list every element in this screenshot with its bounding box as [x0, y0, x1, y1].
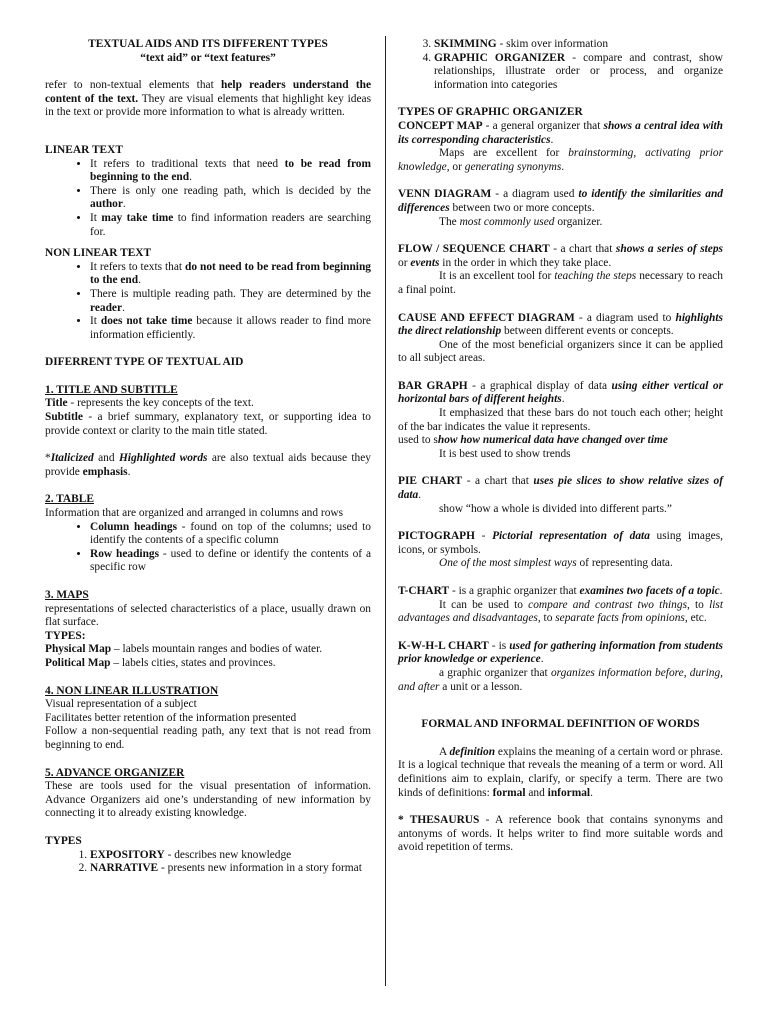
- advance-organizer-definition: These are tools used for the visual presentation of information. Advance Organizers aid one’s understanding of new information by connecting it to already existing knowledge.: [45, 780, 371, 820]
- table-definition: Information that are organized and arranged in columns and rows: [45, 507, 344, 520]
- kwhl-chart-note: a graphic organizer that organizes information before, during, and after a unit or a lesson.: [398, 666, 723, 693]
- different-types-heading: DIFERRENT TYPE OF TEXTUAL AID: [45, 356, 244, 369]
- bar-graph-note: It emphasized that these bars do not touch each other; height of the bar indicates the value it represents.: [398, 407, 723, 433]
- title-definition: Title - represents the key concepts of the text.: [45, 397, 254, 410]
- section-table-heading: 2. TABLE: [45, 493, 94, 506]
- list-item: 1. EXPOSITORY - describes new knowledge: [90, 849, 371, 863]
- list-item: • It refers to traditional texts that need to be read from beginning to the end.: [90, 158, 371, 185]
- venn-diagram-definition: VENN DIAGRAM - a diagram used to identify the similarities and differences between two or more concepts.: [398, 188, 723, 214]
- linear-text-list: [45, 158, 371, 240]
- pie-chart-definition: PIE CHART - a chart that uses pie slices to show relative sizes of data.: [398, 475, 723, 502]
- kwhl-chart-definition: K-W-H-L CHART - is used for gathering information from students prior knowledge or experience.: [398, 639, 723, 666]
- bar-graph-usage: used to show how numerical data have changed over time: [398, 434, 668, 447]
- thesaurus-paragraph: * THESAURUS - A reference book that contains synonyms and antonyms of words. It helps writer to find more suitable words and avoid repetition of terms.: [398, 814, 723, 854]
- flow-chart-definition: FLOW / SEQUENCE CHART - a chart that shows a series of steps or events in the order in which they take place.: [398, 243, 723, 269]
- list-item: • It refers to texts that do not need to be read from beginning to the end.: [90, 261, 371, 288]
- political-map-definition: Political Map – labels cities, states and provinces.: [45, 656, 276, 669]
- intro-paragraph: refer to non-textual elements that help readers understand the content of the text. They are visual elements that highlight key ideas in the text or provide more information to what is already written.: [45, 79, 372, 119]
- list-item: • There is only one reading path, which is decided by the author.: [90, 185, 371, 212]
- illustration-line: Follow a non-sequential reading path, any text that is not read from beginning to end.: [45, 725, 371, 751]
- graphic-organizer-types-heading: TYPES OF GRAPHIC ORGANIZER: [398, 106, 583, 119]
- non-linear-text-list: [45, 261, 371, 343]
- t-chart-definition: T-CHART - is a graphic organizer that examines two facets of a topic.: [398, 585, 723, 597]
- illustration-line: Visual representation of a subject: [45, 698, 197, 711]
- list-item: 2. NARRATIVE - presents new information in a story format: [90, 862, 371, 876]
- t-chart-note: It can be used to compare and contrast two things, to list advantages and disadvantages, to separate facts from opinions, etc.: [398, 598, 723, 625]
- physical-map-definition: Physical Map – labels mountain ranges and bodies of water.: [45, 643, 323, 656]
- list-item: • Row headings - used to define or identify the contents of a specific row: [90, 548, 371, 575]
- advance-organizer-types-list-continued: [398, 38, 723, 92]
- section-title-subtitle-heading: 1. TITLE AND SUBTITLE: [45, 383, 178, 396]
- page-subtitle: “text aid” or “text features”: [140, 51, 276, 64]
- left-column: [45, 38, 371, 876]
- subtitle-definition: Subtitle - a brief summary, explanatory text, or supporting idea to provide context or clarity to the main title stated.: [45, 411, 371, 437]
- pictograph-definition: PICTOGRAPH - Pictorial representation of data using images, icons, or symbols.: [398, 530, 723, 556]
- list-item: • There is multiple reading path. They are determined by the reader.: [90, 288, 371, 315]
- column-divider: [385, 36, 386, 986]
- concept-map-definition: CONCEPT MAP - a general organizer that shows a central idea with its corresponding characteristics.: [398, 119, 723, 146]
- maps-types-label: TYPES:: [45, 629, 86, 642]
- definition-paragraph: A definition explains the meaning of a certain word or phrase. It is a logical technique that reveals the meaning of a term or word. All definitions aim to explain, clarify, or specify a term. There are two kinds of definitions: formal and informal.: [398, 745, 723, 799]
- section-maps-heading: 3. MAPS: [45, 589, 89, 601]
- pictograph-note: One of the most simplest ways of representing data.: [439, 557, 673, 570]
- section-advance-organizer-heading: 5. ADVANCE ORGANIZER: [45, 766, 185, 779]
- right-column: [398, 38, 723, 855]
- pie-chart-note: show “how a whole is divided into different parts.”: [439, 502, 672, 515]
- emphasis-note: *Italicized and Highlighted words are also textual aids because they provide emphasis.: [45, 452, 371, 478]
- formal-informal-heading: FORMAL AND INFORMAL DEFINITION OF WORDS: [421, 718, 700, 731]
- cause-effect-note: One of the most beneficial organizers since it can be applied to all subject areas.: [398, 338, 723, 365]
- table-list: [45, 521, 371, 575]
- list-item: 3. SKIMMING - skim over information: [434, 38, 723, 52]
- linear-text-heading: LINEAR TEXT: [45, 143, 123, 156]
- advance-organizer-types-label: TYPES: [45, 834, 82, 847]
- non-linear-text-heading: NON LINEAR TEXT: [45, 247, 152, 260]
- advance-organizer-types-list: [45, 849, 371, 876]
- list-item: • Column headings - found on top of the columns; used to identify the contents of a specific column: [90, 521, 371, 548]
- flow-chart-note: It is an excellent tool for teaching the steps necessary to reach a final point.: [398, 270, 723, 296]
- cause-effect-definition: CAUSE AND EFFECT DIAGRAM - a diagram used to highlights the direct relationship between different events or concepts.: [398, 311, 723, 338]
- bar-graph-trends: It is best used to show trends: [439, 447, 571, 460]
- maps-definition: representations of selected characteristics of a place, usually drawn on flat surface.: [45, 602, 371, 629]
- page-title: TEXTUAL AIDS AND ITS DIFFERENT TYPES: [88, 38, 328, 50]
- list-item: • It may take time to find information readers are searching for.: [90, 212, 371, 239]
- venn-diagram-note: The most commonly used organizer.: [439, 215, 603, 228]
- list-item: • It does not take time because it allows reader to find more information efficiently.: [90, 315, 371, 342]
- section-non-linear-illustration-heading: 4. NON LINEAR ILLUSTRATION: [45, 684, 219, 697]
- concept-map-note: Maps are excellent for brainstorming, activating prior knowledge, or generating synonyms.: [398, 147, 724, 173]
- list-item: 4. GRAPHIC ORGANIZER - compare and contrast, show relationships, illustrate order or process, and organize information into categories: [434, 52, 723, 93]
- illustration-line: Facilitates better retention of the information presented: [45, 711, 297, 724]
- bar-graph-definition: BAR GRAPH - a graphical display of data using either vertical or horizontal bars of different heights.: [398, 379, 724, 406]
